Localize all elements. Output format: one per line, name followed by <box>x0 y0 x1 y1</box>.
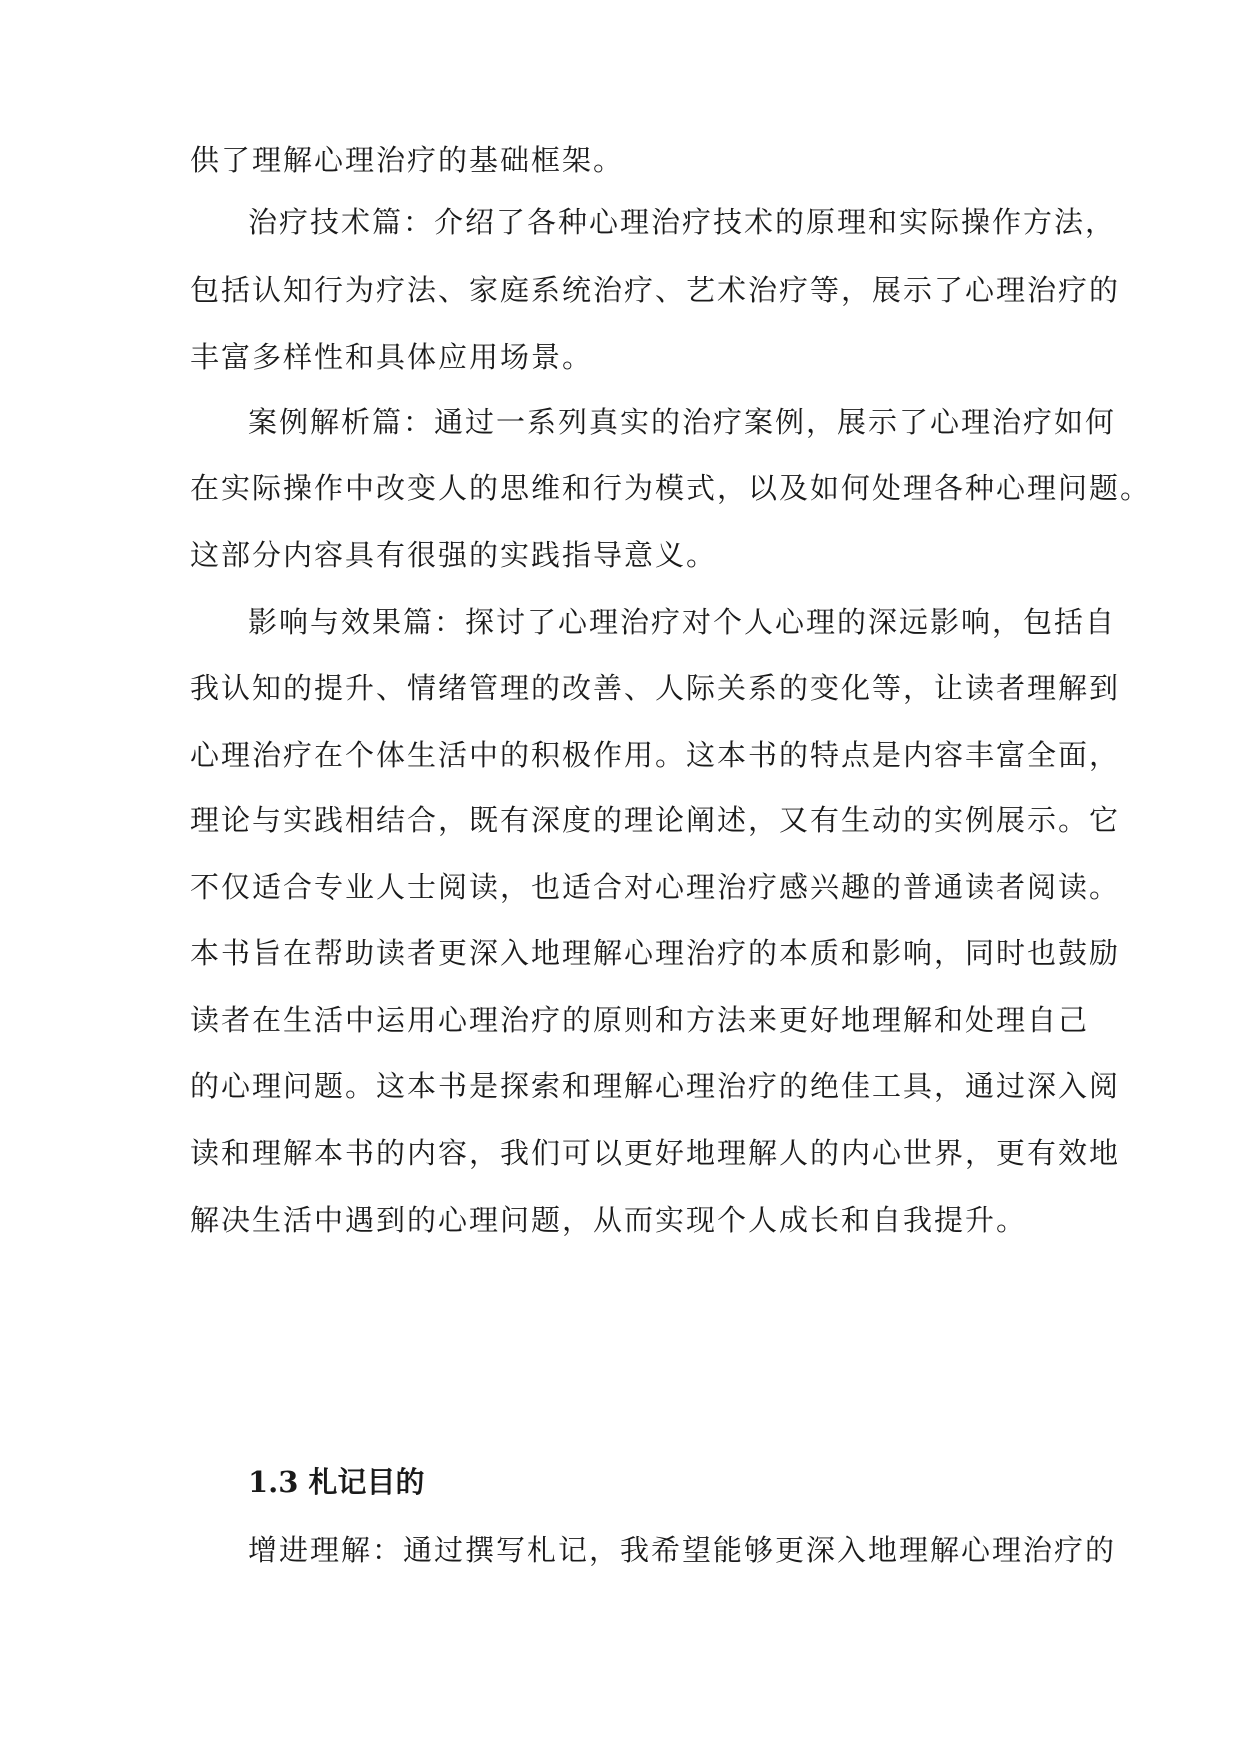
paragraph-line: 理论与实践相结合，既有深度的理论阐述，又有生动的实例展示。它 <box>190 803 1121 837</box>
paragraph-line: 读和理解本书的内容，我们可以更好地理解人的内心世界，更有效地 <box>190 1136 1121 1170</box>
paragraph-line: 我认知的提升、情绪管理的改善、人际关系的变化等，让读者理解到 <box>190 671 1121 705</box>
paragraph-line: 的心理问题。这本书是探索和理解心理治疗的绝佳工具，通过深入阅 <box>190 1069 1121 1103</box>
paragraph-line: 增进理解：通过撰写札记，我希望能够更深入地理解心理治疗的 <box>248 1533 1117 1567</box>
paragraph-line: 不仅适合专业人士阅读，也适合对心理治疗感兴趣的普通读者阅读。 <box>190 870 1121 904</box>
section-heading: 1.3 札记目的 <box>248 1465 425 1499</box>
paragraph-line: 治疗技术篇：介绍了各种心理治疗技术的原理和实际操作方法， <box>248 205 1117 239</box>
paragraph-line: 影响与效果篇：探讨了心理治疗对个人心理的深远影响，包括自 <box>248 605 1117 639</box>
paragraph-line: 案例解析篇：通过一系列真实的治疗案例，展示了心理治疗如何 <box>248 405 1117 439</box>
paragraph-line: 读者在生活中运用心理治疗的原则和方法来更好地理解和处理自己 <box>190 1003 1090 1037</box>
paragraph-line: 心理治疗在个体生活中的积极作用。这本书的特点是内容丰富全面， <box>190 738 1121 772</box>
paragraph-line: 包括认知行为疗法、家庭系统治疗、艺术治疗等，展示了心理治疗的 <box>190 273 1121 307</box>
paragraph-line: 供了理解心理治疗的基础框架。 <box>190 143 625 177</box>
paragraph-line: 本书旨在帮助读者更深入地理解心理治疗的本质和影响，同时也鼓励 <box>190 936 1121 970</box>
paragraph-line: 这部分内容具有很强的实践指导意义。 <box>190 538 718 572</box>
paragraph-line: 在实际操作中改变人的思维和行为模式，以及如何处理各种心理问题。 <box>190 471 1152 505</box>
paragraph-line: 丰富多样性和具体应用场景。 <box>190 340 594 374</box>
paragraph-line: 解决生活中遇到的心理问题，从而实现个人成长和自我提升。 <box>190 1203 1028 1237</box>
